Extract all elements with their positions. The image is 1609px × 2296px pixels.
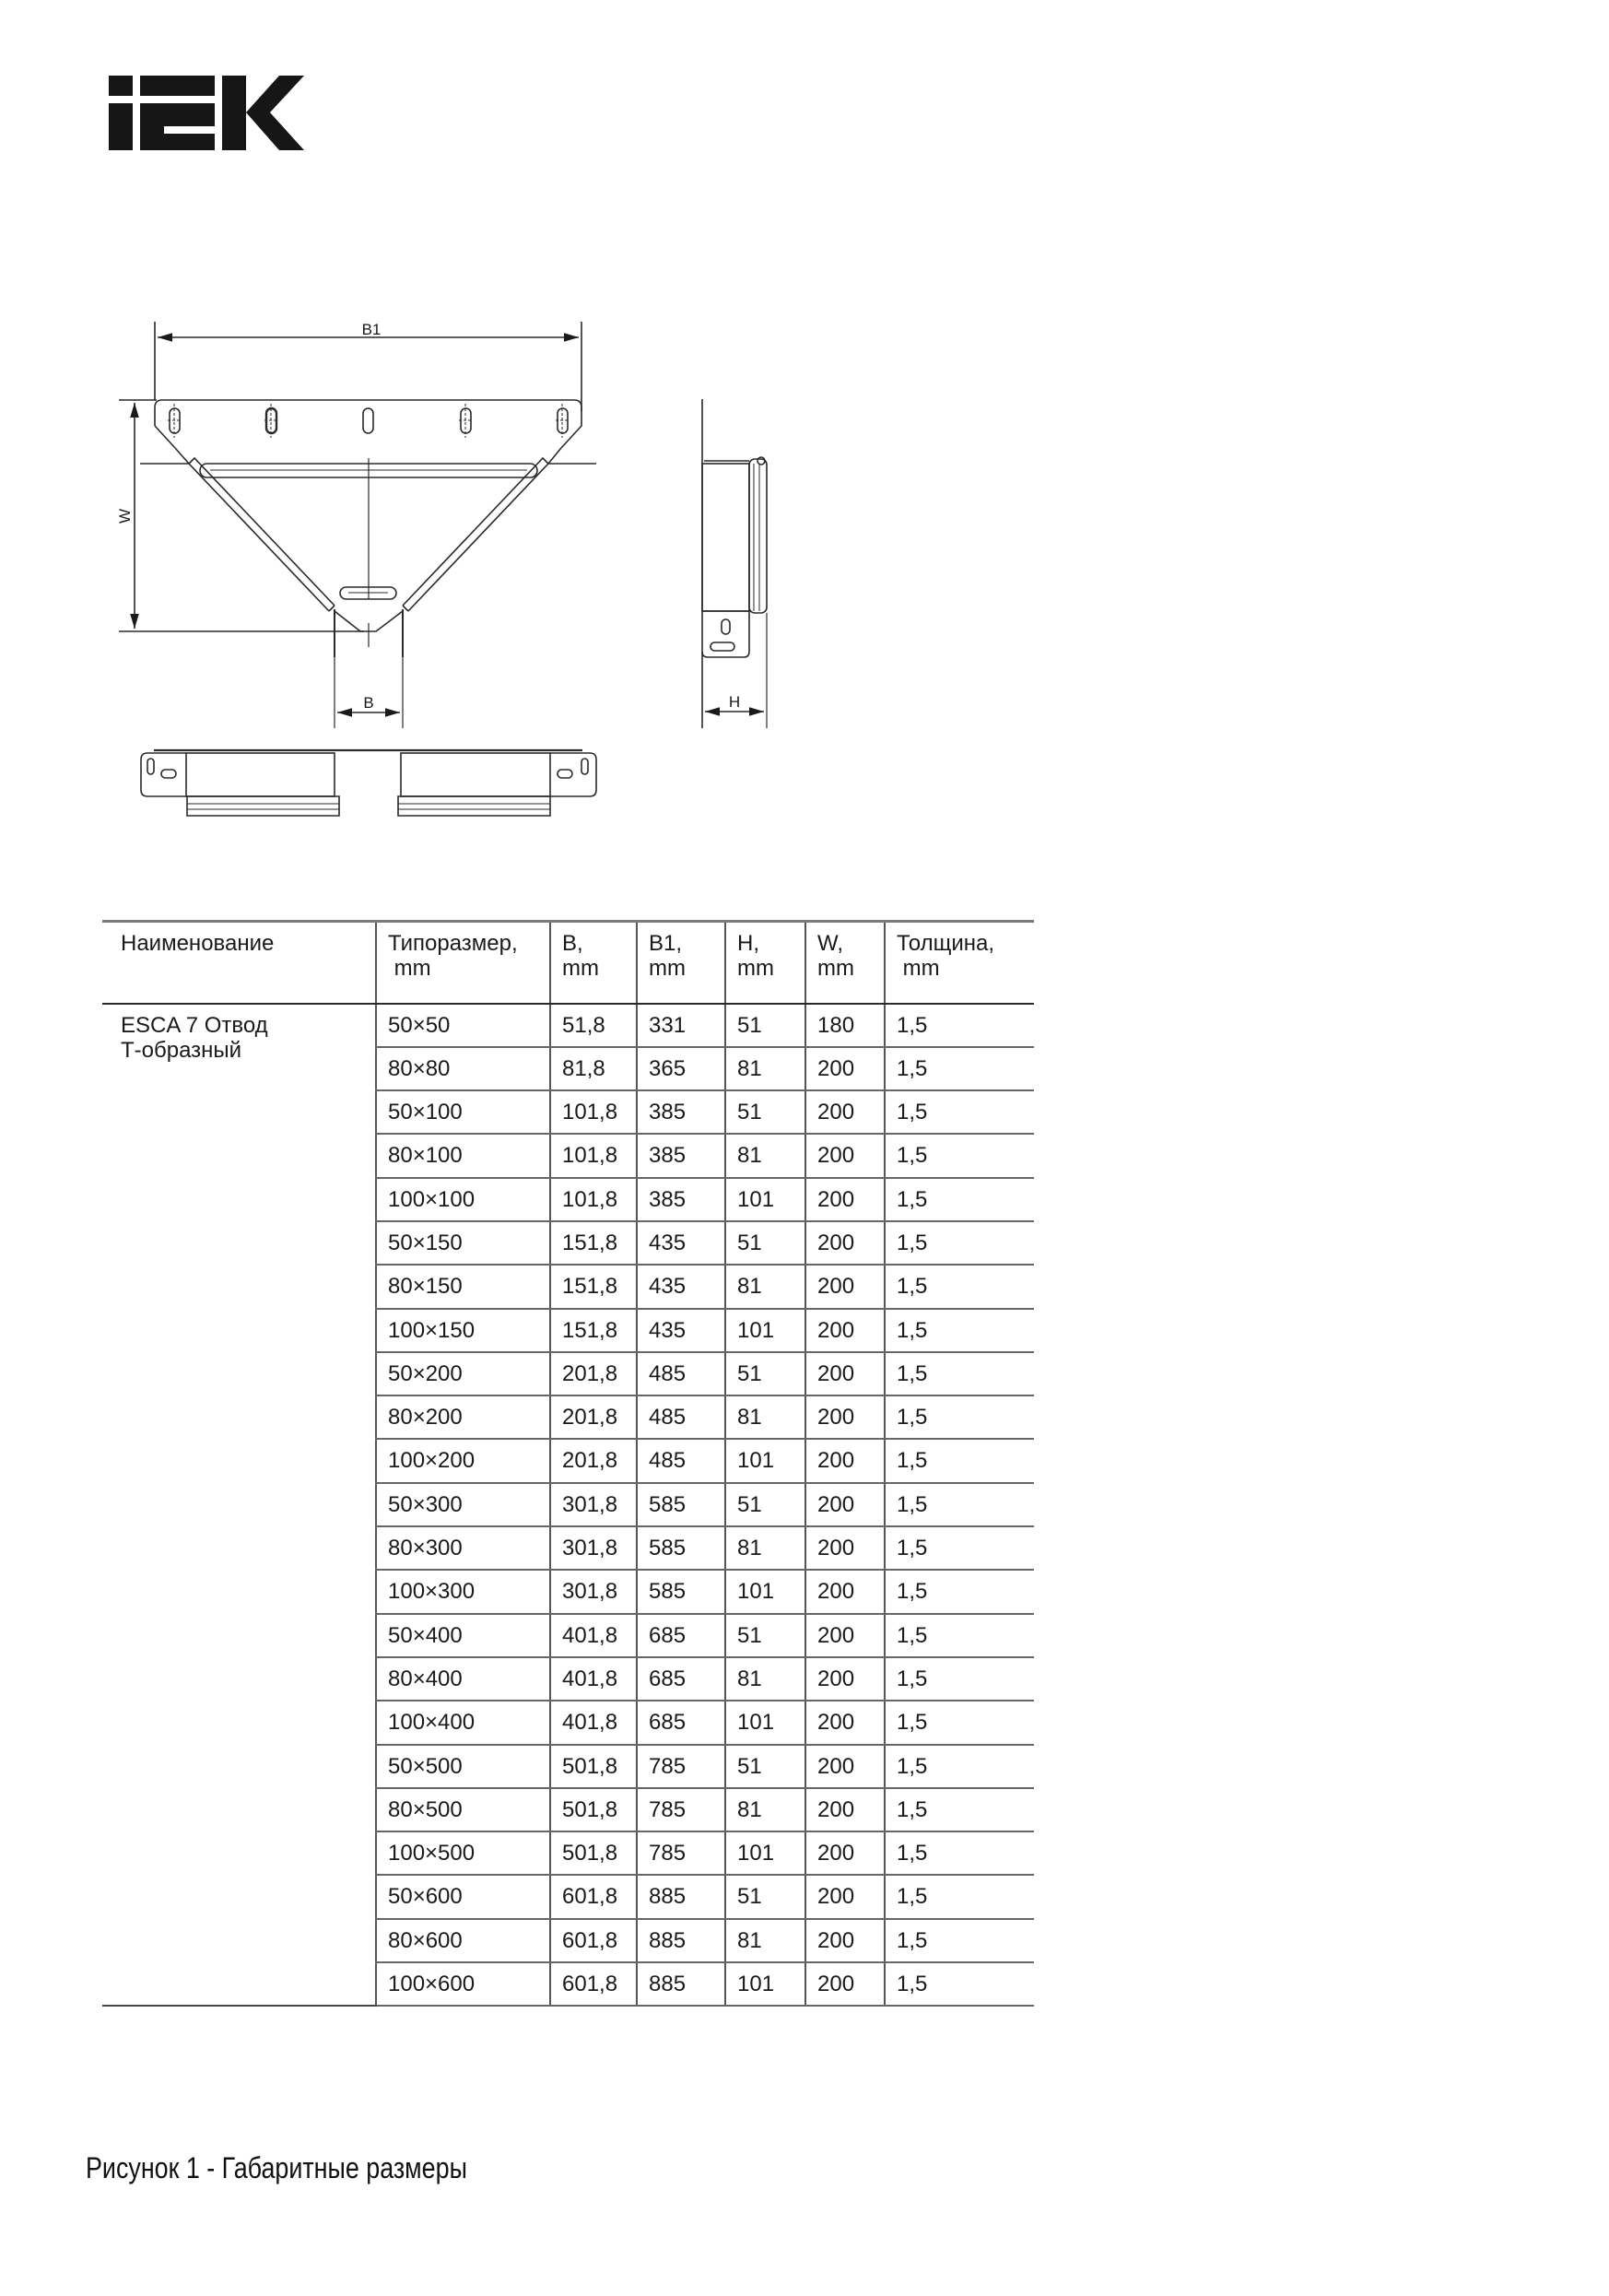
- cell-size: 100×300: [376, 1570, 550, 1613]
- cell-size: 50×600: [376, 1875, 550, 1918]
- cell-size: 50×100: [376, 1090, 550, 1134]
- cell-h: 51: [725, 1221, 805, 1265]
- cell-h: 51: [725, 1875, 805, 1918]
- cell-b1: 485: [637, 1395, 725, 1439]
- cell-thickness: 1,5: [885, 1221, 1034, 1265]
- cell-w: 200: [805, 1614, 885, 1657]
- cell-thickness: 1,5: [885, 1090, 1034, 1134]
- cell-size: 100×400: [376, 1701, 550, 1744]
- cell-h: 81: [725, 1134, 805, 1177]
- column-header-h: H, mm: [725, 922, 805, 1004]
- column-header-b1: B1, mm: [637, 922, 725, 1004]
- cell-w: 200: [805, 1090, 885, 1134]
- cell-b1: 435: [637, 1221, 725, 1265]
- cell-h: 81: [725, 1265, 805, 1308]
- cell-h: 51: [725, 1004, 805, 1047]
- cell-h: 101: [725, 1439, 805, 1482]
- cell-h: 51: [725, 1090, 805, 1134]
- cell-b1: 585: [637, 1483, 725, 1526]
- cell-b: 81,8: [550, 1047, 637, 1090]
- cell-b1: 785: [637, 1788, 725, 1831]
- cell-h: 101: [725, 1570, 805, 1613]
- cell-w: 180: [805, 1004, 885, 1047]
- cell-size: 50×50: [376, 1004, 550, 1047]
- cell-thickness: 1,5: [885, 1134, 1034, 1177]
- cell-b: 151,8: [550, 1221, 637, 1265]
- cell-h: 81: [725, 1919, 805, 1962]
- cell-w: 200: [805, 1483, 885, 1526]
- cell-b: 151,8: [550, 1265, 637, 1308]
- cell-thickness: 1,5: [885, 1483, 1034, 1526]
- cell-thickness: 1,5: [885, 1047, 1034, 1090]
- column-header-b: B, mm: [550, 922, 637, 1004]
- cell-h: 81: [725, 1657, 805, 1701]
- dim-label-w: W: [116, 508, 134, 524]
- cell-b: 101,8: [550, 1134, 637, 1177]
- table-header-row: [102, 922, 1034, 1004]
- cell-b: 201,8: [550, 1395, 637, 1439]
- figure-caption: Рисунок 1 - Габаритные размеры: [86, 2151, 467, 2184]
- column-header-size: Типоразмер, mm: [376, 922, 550, 1004]
- cell-thickness: 1,5: [885, 1831, 1034, 1875]
- cell-w: 200: [805, 1178, 885, 1221]
- cell-size: 80×400: [376, 1657, 550, 1701]
- cell-size: 80×300: [376, 1526, 550, 1570]
- cell-size: 50×300: [376, 1483, 550, 1526]
- cell-h: 51: [725, 1483, 805, 1526]
- product-name-cell: ESCA 7 Отвод Т-образный: [102, 1004, 376, 2007]
- column-header-thickness: Толщина, mm: [885, 922, 1034, 1004]
- cell-size: 80×200: [376, 1395, 550, 1439]
- cell-size: 100×500: [376, 1831, 550, 1875]
- cell-thickness: 1,5: [885, 1265, 1034, 1308]
- cell-h: 51: [725, 1352, 805, 1395]
- cell-thickness: 1,5: [885, 1004, 1034, 1047]
- cell-size: 80×500: [376, 1788, 550, 1831]
- dimensions-table: [102, 920, 1034, 2007]
- cell-b: 301,8: [550, 1570, 637, 1613]
- cell-b1: 385: [637, 1134, 725, 1177]
- cell-b: 401,8: [550, 1657, 637, 1701]
- cell-b1: 885: [637, 1875, 725, 1918]
- cell-h: 81: [725, 1047, 805, 1090]
- cell-w: 200: [805, 1352, 885, 1395]
- cell-w: 200: [805, 1309, 885, 1352]
- cell-b: 201,8: [550, 1439, 637, 1482]
- cell-b: 201,8: [550, 1352, 637, 1395]
- cell-size: 100×150: [376, 1309, 550, 1352]
- cell-size: 50×400: [376, 1614, 550, 1657]
- cell-b1: 485: [637, 1439, 725, 1482]
- cell-w: 200: [805, 1265, 885, 1308]
- cell-thickness: 1,5: [885, 1439, 1034, 1482]
- cell-thickness: 1,5: [885, 1788, 1034, 1831]
- cell-b1: 385: [637, 1090, 725, 1134]
- cell-thickness: 1,5: [885, 1701, 1034, 1744]
- cell-size: 100×200: [376, 1439, 550, 1482]
- cell-b: 501,8: [550, 1788, 637, 1831]
- cell-size: 50×200: [376, 1352, 550, 1395]
- cell-b: 51,8: [550, 1004, 637, 1047]
- cell-w: 200: [805, 1701, 885, 1744]
- cell-b1: 685: [637, 1614, 725, 1657]
- cell-b1: 585: [637, 1570, 725, 1613]
- cell-h: 51: [725, 1745, 805, 1788]
- side-view: [702, 399, 767, 728]
- cell-h: 81: [725, 1395, 805, 1439]
- cell-b1: 365: [637, 1047, 725, 1090]
- cell-b: 301,8: [550, 1526, 637, 1570]
- top-view: [119, 322, 596, 728]
- cell-w: 200: [805, 1788, 885, 1831]
- cell-b1: 785: [637, 1831, 725, 1875]
- cell-h: 101: [725, 1701, 805, 1744]
- cell-b: 101,8: [550, 1090, 637, 1134]
- cell-b: 501,8: [550, 1831, 637, 1875]
- cell-thickness: 1,5: [885, 1309, 1034, 1352]
- cell-thickness: 1,5: [885, 1962, 1034, 2006]
- dim-label-b: B: [363, 694, 374, 712]
- cell-w: 200: [805, 1657, 885, 1701]
- cell-thickness: 1,5: [885, 1395, 1034, 1439]
- cell-b1: 435: [637, 1309, 725, 1352]
- cell-b1: 485: [637, 1352, 725, 1395]
- cell-size: 80×600: [376, 1919, 550, 1962]
- column-header-name: Наименование: [102, 922, 376, 1004]
- table-row: [102, 1004, 1034, 1047]
- cell-w: 200: [805, 1570, 885, 1613]
- front-view: [141, 750, 596, 816]
- cell-size: 80×80: [376, 1047, 550, 1090]
- cell-size: 50×150: [376, 1221, 550, 1265]
- cell-b: 301,8: [550, 1483, 637, 1526]
- cell-thickness: 1,5: [885, 1526, 1034, 1570]
- cell-thickness: 1,5: [885, 1745, 1034, 1788]
- cell-w: 200: [805, 1047, 885, 1090]
- cell-b1: 585: [637, 1526, 725, 1570]
- cell-h: 101: [725, 1309, 805, 1352]
- cell-thickness: 1,5: [885, 1657, 1034, 1701]
- dim-label-h: H: [728, 693, 741, 711]
- cell-h: 101: [725, 1178, 805, 1221]
- cell-h: 101: [725, 1831, 805, 1875]
- cell-b1: 385: [637, 1178, 725, 1221]
- cell-w: 200: [805, 1831, 885, 1875]
- cell-b: 101,8: [550, 1178, 637, 1221]
- cell-size: 50×500: [376, 1745, 550, 1788]
- cell-h: 81: [725, 1526, 805, 1570]
- cell-b1: 885: [637, 1962, 725, 2006]
- cell-b: 401,8: [550, 1614, 637, 1657]
- cell-h: 101: [725, 1962, 805, 2006]
- cell-b1: 785: [637, 1745, 725, 1788]
- cell-w: 200: [805, 1221, 885, 1265]
- cell-w: 200: [805, 1875, 885, 1918]
- cell-w: 200: [805, 1439, 885, 1482]
- dim-label-b1: B1: [361, 321, 382, 338]
- cell-b: 151,8: [550, 1309, 637, 1352]
- cell-w: 200: [805, 1526, 885, 1570]
- cell-thickness: 1,5: [885, 1178, 1034, 1221]
- cell-thickness: 1,5: [885, 1614, 1034, 1657]
- cell-b: 401,8: [550, 1701, 637, 1744]
- cell-w: 200: [805, 1919, 885, 1962]
- cell-h: 81: [725, 1788, 805, 1831]
- cell-size: 100×600: [376, 1962, 550, 2006]
- technical-drawing: [0, 0, 1609, 876]
- column-header-w: W, mm: [805, 922, 885, 1004]
- cell-w: 200: [805, 1962, 885, 2006]
- cell-b: 601,8: [550, 1919, 637, 1962]
- cell-b: 601,8: [550, 1962, 637, 2006]
- cell-thickness: 1,5: [885, 1919, 1034, 1962]
- cell-size: 80×150: [376, 1265, 550, 1308]
- cell-b1: 435: [637, 1265, 725, 1308]
- cell-w: 200: [805, 1745, 885, 1788]
- cell-w: 200: [805, 1395, 885, 1439]
- cell-size: 100×100: [376, 1178, 550, 1221]
- cell-thickness: 1,5: [885, 1875, 1034, 1918]
- cell-b1: 885: [637, 1919, 725, 1962]
- cell-w: 200: [805, 1134, 885, 1177]
- cell-thickness: 1,5: [885, 1352, 1034, 1395]
- cell-b: 501,8: [550, 1745, 637, 1788]
- cell-b1: 685: [637, 1657, 725, 1701]
- cell-b: 601,8: [550, 1875, 637, 1918]
- cell-size: 80×100: [376, 1134, 550, 1177]
- cell-b1: 331: [637, 1004, 725, 1047]
- cell-h: 51: [725, 1614, 805, 1657]
- cell-b1: 685: [637, 1701, 725, 1744]
- cell-thickness: 1,5: [885, 1570, 1034, 1613]
